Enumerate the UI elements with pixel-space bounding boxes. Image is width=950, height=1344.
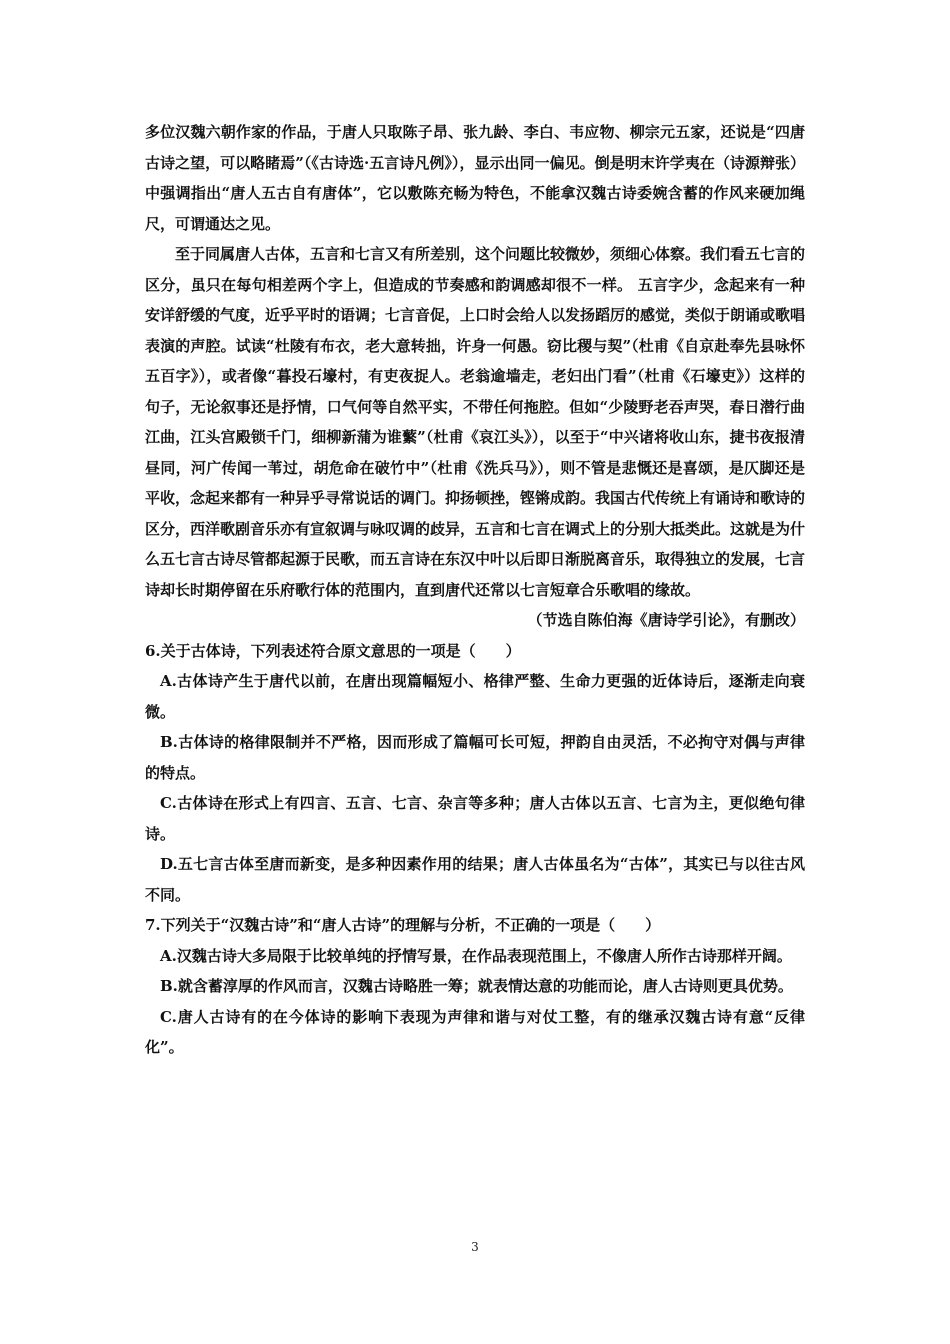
passage xyxy=(145,117,805,605)
document-page xyxy=(145,117,805,1063)
page-number: 3 xyxy=(471,1240,479,1254)
option-c: C.唐人古诗有的在今体诗的影响下表现为声律和谐与对仗工整，有的继承汉魏古诗有意“反律化”。 xyxy=(145,1007,805,1056)
option-b: B.古体诗的格律限制并不严格，因而形成了篇幅可长可短，押韵自由灵活，不必拘守对偶与声律的特点。 xyxy=(145,733,805,782)
passage-paragraph-2: 至于同属唐人古体，五言和七言又有所差别，这个问题比较微妙，须细心体察。我们看五七言的区分，虽只在每句相差两个字上，但造成的节奏感和韵调感却很不一样。 五言字少，念起来有一种安详舒缓的气度，近乎平时的语调；七言音促，上口时会给人以发扬蹈厉的感觉，类似于朗诵或歌唱表演的声腔。试读“杜陵有布衣，老大意转拙，许身一何愚。窃比稷与契”（杜甫《自京赴奉先县咏怀五百字》），或者像“暮投石壕村，有吏夜捉人。老翁逾墙走，老妇出门看”（杜甫《石壕吏》）这样的句子，无论叙事还是抒情，口气何等自然平实，不带任何拖腔。但如“少陵野老吞声哭，春日潜行曲江曲，江头宫殿锁千门，细柳新蒲为谁蘩”（杜甫《哀江头》），以至于“中兴诸将收山东，捷书夜报清昼同，河广传闻一苇过，胡危命在破竹中”（杜甫《洗兵马》），则不管是悲慨还是喜颂，是仄脚还是平收，念起来都有一种异乎寻常说话的调门。抑扬顿挫，铿锵成韵。我国古代传统上有诵诗和歌诗的区分，西洋歌剧音乐亦有宣叙调与咏叹调的歧异，五言和七言在调式上的分别大抵类此。这就是为什么五七言古诗尽管都起源于民歌，而五言诗在东汉中叶以后即日渐脱离音乐，取得独立的发展，七言诗却长时期停留在乐府歌行体的范围内，直到唐代还常以七言短章合乐歌唱的缘故。 xyxy=(145,245,806,599)
option-a: A.古体诗产生于唐代以前，在唐出现篇幅短小、格律严整、生命力更强的近体诗后，逐渐走向衰微。 xyxy=(145,672,805,721)
passage-paragraph-1: 多位汉魏六朝作家的作品，于唐人只取陈子昂、张九龄、李白、韦应物、柳宗元五家，还说是“四唐古诗之望，可以略睹焉”（《古诗选·五言诗凡例》），显示出同一偏见。倒是明末许学夷在（诗源辩张）中强调指出“唐人五古自有唐体”，它以敷陈充畅为特色，不能拿汉魏古诗委婉含蓄的作风来硬加绳尺，可谓通达之见。 xyxy=(145,123,805,233)
option-a: A.汉魏古诗大多局限于比较单纯的抒情写景，在作品表现范围上，不像唐人所作古诗那样开阔。 xyxy=(160,946,792,965)
question-7 xyxy=(145,910,805,1063)
source-citation: （节选自陈伯海《唐诗学引论》，有删改） xyxy=(527,611,805,629)
option-b: B.就含蓄淳厚的作风而言，汉魏古诗略胜一筹；就表情达意的功能而论，唐人古诗则更具优势。 xyxy=(160,977,793,995)
question-stem: 7.下列关于“汉魏古诗”和“唐人古诗”的理解与分析，不正确的一项是（ ） xyxy=(145,916,661,934)
question-6 xyxy=(145,636,805,911)
option-d: D.五七言古体至唐而新变，是多种因素作用的结果；唐人古体虽名为“古体”，其实已与以往古风不同。 xyxy=(145,855,805,904)
option-c: C.古体诗在形式上有四言、五言、七言、杂言等多种；唐人古体以五言、七言为主，更似绝句律诗。 xyxy=(145,794,805,843)
question-stem: 6.关于古体诗，下列表述符合原文意思的一项是（ ） xyxy=(145,641,521,660)
